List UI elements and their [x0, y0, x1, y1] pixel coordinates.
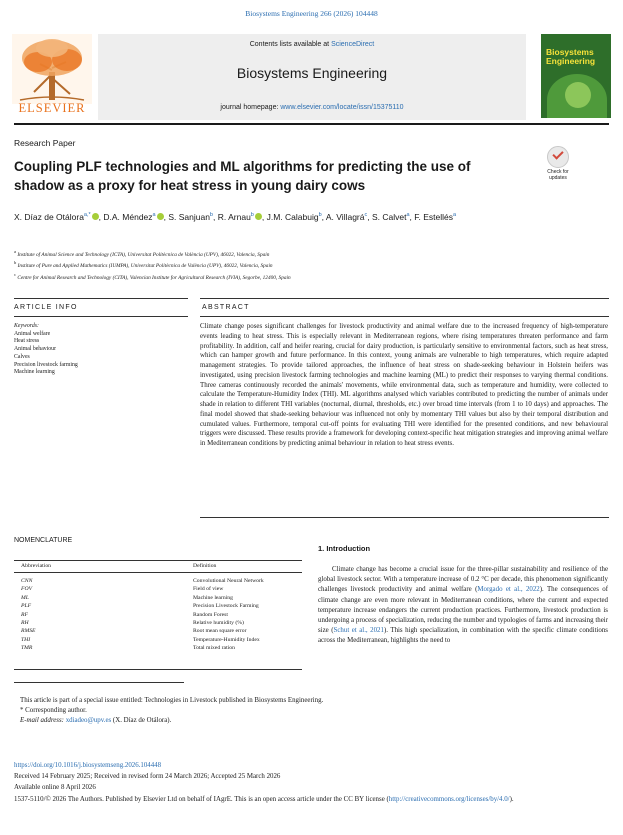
abbreviation-cell: FOV: [21, 586, 33, 593]
article-title: Coupling PLF technologies and ML algorithms for predicting the use of shadow as a proxy for heat stress in young dairy cows: [14, 159, 471, 193]
abbreviation-cell: TMR: [21, 645, 33, 652]
table-row: [14, 645, 302, 653]
check-for-updates-button[interactable]: [541, 146, 575, 182]
introduction-heading: 1. Introduction: [318, 544, 371, 553]
table-row: [14, 603, 302, 611]
affiliation-b: $^b$ Institute of Pure and Applied Mathematics (IUMPA), Universitat Politècnica de València (UPV), 46022, Valencia, Spain: [14, 260, 273, 270]
abstract-rule: [200, 316, 609, 317]
abbreviation-cell: RF: [21, 611, 28, 618]
author-name[interactable]: X. Díaz de Otálora$^{a,*}$: [14, 212, 99, 222]
table-row: [14, 636, 302, 644]
footnotes: [20, 696, 580, 726]
abbreviation-cell: CNN: [21, 578, 33, 584]
homepage-link[interactable]: www.elsevier.com/locate/issn/15375110: [280, 104, 404, 111]
journal-homepage: journal homepage: www.elsevier.com/locate/issn/15375110: [220, 104, 404, 111]
abbreviation-cell: THI: [21, 636, 31, 643]
definition-cell: Convolutional Neural Network: [193, 578, 264, 584]
nomenclature-heading: NOMENCLATURE: [14, 537, 73, 544]
check-updates-label: Check for updates: [547, 169, 569, 181]
elsevier-logo[interactable]: [12, 34, 92, 118]
article-metadata: [14, 760, 609, 805]
nomenclature-table: [14, 560, 302, 653]
article-info-rule: [14, 316, 188, 317]
email-note: E-mail address: xdiadeo@upv.es (X. Díaz de Otálora).: [20, 717, 172, 724]
author-name[interactable]: A. Villagrá$^c$: [325, 211, 368, 222]
elsevier-tree-icon: [12, 34, 92, 104]
keywords-label: Keywords:: [14, 323, 39, 329]
abbreviation-cell: RH: [21, 619, 29, 626]
author-name[interactable]: J.M. Calabuig$^b$: [266, 211, 322, 222]
special-issue-note: This article is part of a special issue entitled: Technologies in Livestock published in Biosystems Engineering.: [20, 697, 324, 704]
elsevier-wordmark: ELSEVIER: [18, 101, 86, 115]
keyword-item: Precision livestock farming: [14, 361, 78, 368]
received-dates: Received 14 February 2025; Received in revised form 24 March 2026; Accepted 25 March 2026: [14, 773, 281, 781]
table-header-row: [14, 561, 302, 573]
table-row: [14, 594, 302, 602]
definition-cell: Temperature-Humidity Index: [193, 636, 260, 643]
available-online: Available online 8 April 2026: [14, 784, 96, 792]
affiliations: [14, 248, 574, 282]
abstract-heading: ABSTRACT: [202, 304, 250, 311]
article-info-top-rule: [14, 298, 188, 299]
header-divider: [14, 123, 609, 125]
author-name[interactable]: R. Arnau$^b$: [218, 212, 262, 222]
doi-link[interactable]: https://doi.org/10.1016/j.biosystemseng.2026.104448: [14, 762, 162, 769]
keyword-item: Animal behaviour: [14, 346, 57, 353]
definition-cell: Precision Livestock Farming: [193, 603, 259, 610]
author-name[interactable]: S. Sanjuan$^b$: [168, 211, 213, 222]
abbreviation-cell: ML: [21, 594, 29, 601]
definition-cell: Machine learning: [193, 594, 233, 601]
table-row: [14, 619, 302, 627]
keyword-item: Calves: [14, 353, 30, 360]
license-statement: 1537-5110/© 2026 The Authors. Published by Elsevier Ltd on behalf of IAgrE. This is an open access article under the CC BY license (http://creativecommons.org/licenses/by/4.0/).: [14, 795, 514, 803]
keyword-item: Animal welfare: [14, 330, 51, 337]
keywords-block: [14, 323, 78, 377]
abstract-bottom-rule: [200, 517, 609, 518]
corresponding-author-note: * Corresponding author.: [20, 707, 87, 714]
author-name[interactable]: D.A. Méndez$^a$: [103, 212, 163, 222]
contents-line: Contents lists available at ScienceDirect: [249, 41, 375, 48]
citation-link[interactable]: Schut et al., 2021: [333, 627, 384, 635]
definition-cell: Relative humidity (%): [193, 619, 244, 626]
sciencedirect-link[interactable]: ScienceDirect: [331, 41, 375, 48]
author-list: X. Díaz de Otálora$^{a,*}$ , D.A. Méndez$^a$ , S. Sanjuan$^b$, R. Arnau$^b$ , J.M. Calabuig$^b$, A. Villagrá$^c$, S. Calvet$^a$, F. Estellés$^a$: [14, 211, 457, 222]
cover-leaf-shape: [565, 82, 591, 108]
author-name[interactable]: S. Calvet$^a$: [371, 211, 410, 222]
table-row: [14, 611, 302, 619]
column-header-definition: Definition: [186, 561, 302, 573]
affiliation-a: $^a$ Institute of Animal Science and Technology (ICTA), Universitat Politècnica de València (UPV), 46022, Valencia, Spain: [14, 249, 270, 258]
journal-name: Biosystems Engineering: [236, 65, 388, 81]
table-row: [14, 628, 302, 636]
abstract-text: Climate change poses significant challenges for livestock productivity and animal welfare due to the increased frequency of high-temperature events leading to heat stress. This is especially relevant in Mediterranean regions, where rising temperatures threaten performance and farm profitability. In addition, calf and heifer rearing, crucial for dairy production, is particularly sensitive to environmental factors, such as heat stress, which can hamper growth and future performance. In this context, young animals are vulnerable to high temperatures, which require adapted management strategies. To provide tailored approaches, the influence of heat stress on shade-seeking behaviour in Holstein heifers was investigated, using precision livestock farming technologies and machine learning (ML) to predict their responses to varying thermal conditions. Three cameras continuously recorded the animals' movements, while environmental data, such as temperature and humidity, were collected to calculate the Temperature-Humidity Index (THI). ML algorithms analysed which variables contributed to predicting the number of animals under shade in relation to different THI variables (nocturnal, diurnal, thresholds, etc.) over broad time intervals (from 1 to 10 days) and approaches. The final model showed that shade-seeking behaviour was influenced not only by momentary THI values but also by their temporal distribution and cumulated values. Furthermore, temporal cut-off points for evaluating THI were identified for the presented conditions, and new behavioural triggers were discussed. These results provide a framework for developing context-specific heat mitigation strategies and improving animal welfare in Mediterranean conditions by predicting animal behaviour in relation to heat stress events.: [200, 323, 608, 447]
orcid-icon[interactable]: [157, 213, 164, 220]
abbreviation-cell: RMSE: [21, 628, 36, 635]
orcid-icon[interactable]: [92, 213, 99, 220]
journal-reference[interactable]: Biosystems Engineering 266 (2026) 104448: [245, 9, 378, 18]
license-link[interactable]: http://creativecommons.org/licenses/by/4.0/: [388, 795, 510, 803]
article-type: Research Paper: [14, 138, 76, 148]
abstract-top-rule: [200, 298, 609, 299]
definition-cell: Random Forest: [193, 611, 228, 618]
column-header-abbreviation: Abbreviation: [14, 561, 186, 573]
citation-link[interactable]: Morgado et al., 2022: [477, 586, 540, 594]
orcid-icon[interactable]: [255, 213, 262, 220]
definition-cell: Root mean square error: [193, 628, 247, 635]
author-name[interactable]: F. Estellés$^a$: [414, 211, 457, 222]
cover-title: Biosystems Engineering: [546, 47, 596, 66]
table-row: [14, 573, 302, 586]
article-info-heading: ARTICLE INFO: [14, 304, 78, 311]
nomenclature-bottom-rule: [14, 669, 302, 670]
table-row: [14, 586, 302, 594]
keyword-item: Machine learning: [14, 369, 55, 376]
email-link[interactable]: xdiadeo@upv.es: [65, 717, 112, 724]
definition-cell: Field of view: [193, 586, 224, 593]
definition-cell: Total mixed ration: [193, 645, 235, 652]
check-updates-icon: [547, 146, 569, 168]
abbreviation-cell: PLF: [21, 603, 32, 610]
introduction-paragraph: Climate change has become a crucial issue for the three-pillar sustainability and resilience of the global livestock sector. With a temperature increase of 0.2 °C per decade, this phenomenon significantly challenges livestock productivity and animal welfare (Morgado et al., 2022). The consequences of climate change are even more relevant in Mediterranean conditions, where the current and expected temperature increase endangers the current production practices. Furthermore, livestock production is undergoing a process of specialization, reducing the number and typologies of farms and increasing their size (Schut et al., 2021). This high specialization, in combination with the specific climate conditions across the Mediterranean, highlights the need to: [318, 566, 608, 645]
footnote-rule: [14, 682, 184, 683]
keyword-item: Heat stress: [14, 338, 40, 345]
affiliation-c: $^c$ Centre for Animal Research and Technology (CITA), Valencian Institute for Agricultural Research (IVIA), Segorbe, 12400, Spain: [14, 271, 291, 281]
journal-cover[interactable]: [541, 34, 611, 118]
